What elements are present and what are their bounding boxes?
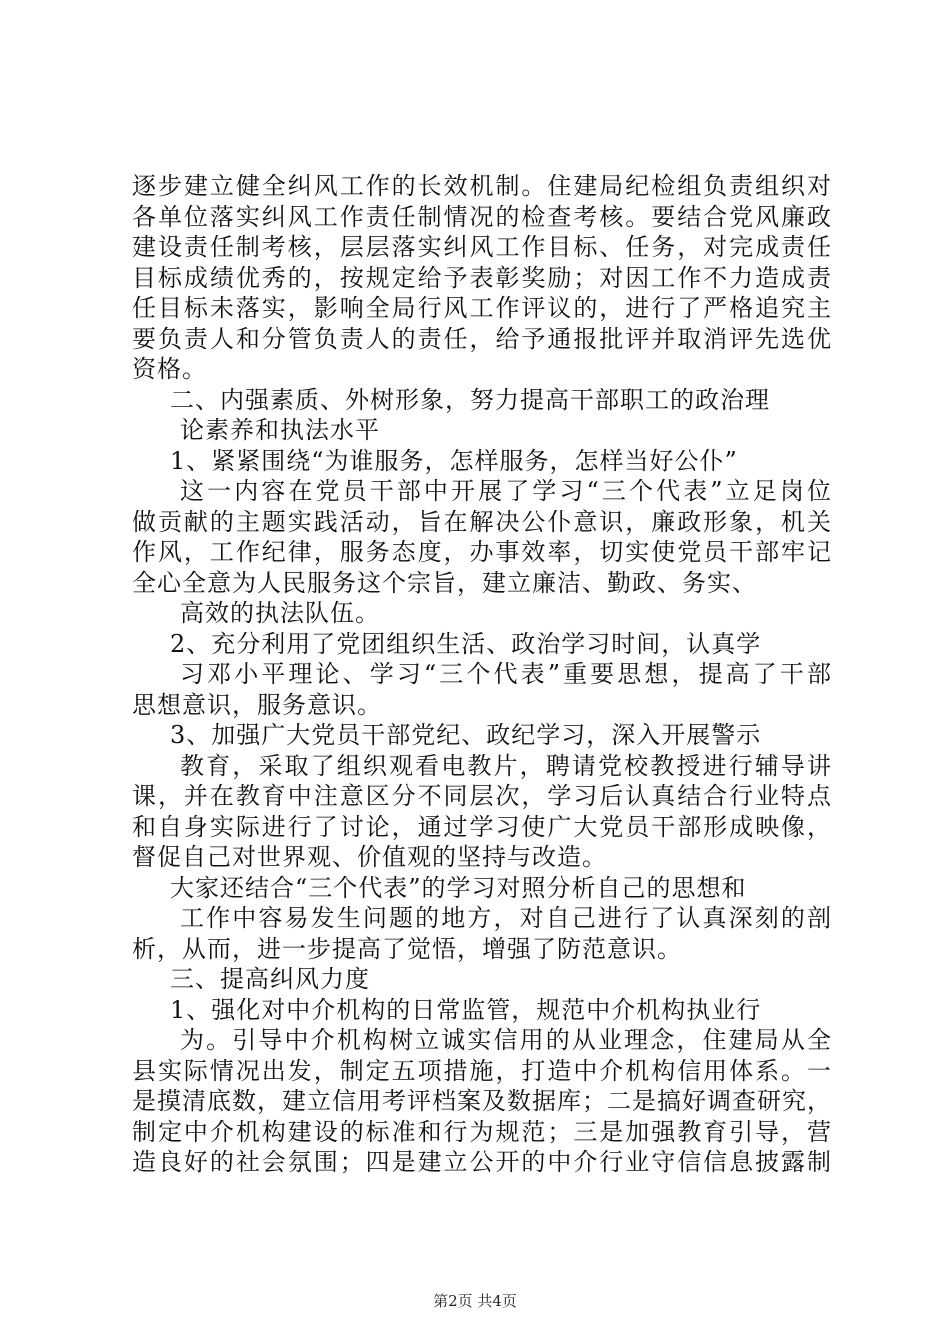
text-line: 资格。: [132, 355, 207, 383]
text-line: 全心全意为人民服务这个宗旨，建立廉洁、勤政、务实、: [132, 568, 757, 597]
text-line: 督促自己对世界观、价值观的坚持与改造。: [132, 843, 607, 871]
text-line: 这一内容在党员干部中开展了学习“三个代表”立足岗位: [180, 477, 832, 505]
text-line: 工作中容易发生问题的地方，对自己进行了认真深刻的剖: [180, 904, 832, 932]
text-line: 为。引导中介机构树立诚实信用的从业理念，住建局从全: [180, 1026, 832, 1054]
text-line: 高效的执法队伍。: [180, 599, 380, 627]
text-line: 习邓小平理论、学习“三个代表”重要思想，提高了干部: [180, 660, 832, 688]
text-line: 任目标未落实，影响全局行风工作评议的，进行了严格追究主: [132, 294, 832, 322]
text-line: 县实际情况出发，制定五项措施，打造中介机构信用体系。一: [132, 1056, 832, 1085]
text-line: 做贡献的主题实践活动，旨在解决公仆意识，廉政形象，机关: [132, 507, 832, 536]
text-line: 思想意识，服务意识。: [132, 690, 382, 719]
text-line: 要负责人和分管负责人的责任，给予通报批评并取消评先选优: [132, 324, 832, 353]
subsection-heading: 3、加强广大党员干部党纪、政纪学习，深入开展警示: [170, 721, 762, 749]
section-heading: 论素养和执法水平: [180, 416, 380, 444]
text-line: 教育，采取了组织观看电教片，聘请党校教授进行辅导讲: [180, 751, 832, 780]
text-line: 逐步建立健全纠风工作的长效机制。住建局纪检组负责组织对: [132, 172, 832, 200]
text-line: 课，并在教育中注意区分不同层次，学习后认真结合行业特点: [132, 782, 832, 810]
text-line: 建设责任制考核，层层落实纠风工作目标、任务，对完成责任: [132, 233, 832, 261]
section-heading: 三、提高纠风力度: [170, 965, 370, 993]
subsection-heading: 1、强化对中介机构的日常监管，规范中介机构执业行: [170, 995, 762, 1024]
text-line: 和自身实际进行了讨论，通过学习使广大党员干部形成映像，: [132, 812, 832, 841]
subsection-heading: 1、紧紧围绕“为谁服务，怎样服务，怎样当好公仆”: [170, 446, 738, 475]
text-line: 制定中介机构建设的标准和行为规范；三是加强教育引导，营: [132, 1117, 832, 1146]
body-text: [132, 171, 832, 1178]
text-line: 析，从而，进一步提高了觉悟，增强了防范意识。: [132, 934, 682, 963]
text-line: 各单位落实纠风工作责任制情况的检查考核。要结合党风廉政: [132, 202, 832, 231]
text-line: 是摸清底数，建立信用考评档案及数据库；二是搞好调查研究，: [132, 1087, 832, 1115]
text-line: 目标成绩优秀的，按规定给予表彰奖励；对因工作不力造成责: [132, 263, 832, 292]
section-heading: 二、内强素质、外树形象，努力提高干部职工的政治理: [170, 385, 770, 414]
page-number: 第2页 共4页: [433, 1292, 517, 1310]
text-line: 造良好的社会氛围；四是建立公开的中介行业守信信息披露制: [132, 1148, 832, 1176]
subsection-heading: 2、充分利用了党团组织生活、政治学习时间，认真学: [170, 629, 762, 658]
text-line: 大家还结合“三个代表”的学习对照分析自己的思想和: [170, 873, 747, 902]
text-line: 作风，工作纪律，服务态度，办事效率，切实使党员干部牢记: [132, 538, 832, 566]
